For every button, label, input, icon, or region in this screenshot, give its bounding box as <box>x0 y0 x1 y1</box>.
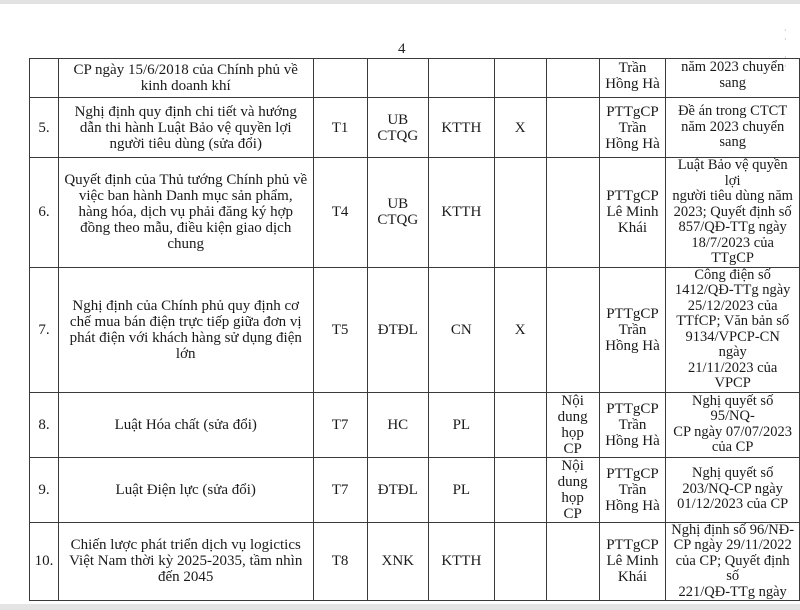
basis-cell: Nghị định số 96/NĐ- CP ngày 29/11/2022 của CP; Quyết định số 221/QĐ-TTg ngày <box>666 522 800 601</box>
flag-cell: X <box>494 267 546 392</box>
basis-cell: Đề án trong CTCT năm 2023 chuyển sang <box>666 98 800 158</box>
document-page <box>0 4 800 604</box>
leader-cell: Trần Hồng Hà <box>599 59 666 98</box>
item-title: CP ngày 15/6/2018 của Chính phủ về kinh doanh khí <box>58 59 313 98</box>
table-row-7 <box>30 267 800 392</box>
basis-cell: Nghị quyết số 203/NQ-CP ngày 01/12/2023 của CP <box>666 457 800 522</box>
field-cell <box>428 59 494 98</box>
row-number <box>30 59 59 98</box>
time-cell <box>313 59 367 98</box>
field-cell: PL <box>428 457 494 522</box>
flag-cell: X <box>494 98 546 158</box>
meeting-cell <box>546 59 599 98</box>
leader-cell: PTTgCP Lê Minh Khái <box>599 522 666 601</box>
meeting-cell: Nội dung họp CP <box>546 392 599 457</box>
basis-cell: Nghị quyết số 95/NQ- CP ngày 07/07/2023 của CP <box>666 392 800 457</box>
lead-agency-cell: HC <box>367 392 428 457</box>
meeting-cell <box>546 522 599 601</box>
page-number: 4 <box>398 41 406 57</box>
flag-cell <box>494 522 546 601</box>
flag-cell <box>494 59 546 98</box>
meeting-cell <box>546 98 599 158</box>
row-number: 10. <box>30 522 59 601</box>
time-cell: T7 <box>313 457 367 522</box>
field-cell: KTTH <box>428 522 494 601</box>
lead-agency-cell: ĐTĐL <box>367 267 428 392</box>
leader-cell: PTTgCP Trần Hồng Hà <box>599 457 666 522</box>
leader-cell: PTTgCP Trần Hồng Hà <box>599 267 666 392</box>
table-row-9 <box>30 457 800 522</box>
meeting-cell <box>546 158 599 268</box>
lead-agency-cell: ĐTĐL <box>367 457 428 522</box>
flag-cell <box>494 158 546 268</box>
lead-agency-cell <box>367 59 428 98</box>
time-cell: T5 <box>313 267 367 392</box>
item-title: Nghị định quy định chi tiết và hướng dẫn thi hành Luật Bảo vệ quyền lợi người tiêu dùng (sửa đổi) <box>58 98 313 158</box>
table-row-6 <box>30 158 800 268</box>
basis-cell: Công điện số 1412/QĐ-TTg ngày 25/12/2023 của TTfCP; Văn bản số 9134/VPCP-CN ngày 21/11/2023 của VPCP <box>666 267 800 392</box>
flag-cell <box>494 392 546 457</box>
flag-cell <box>494 457 546 522</box>
lead-agency-cell: XNK <box>367 522 428 601</box>
margin-marks: · · · · <box>784 26 787 71</box>
table-row-10 <box>30 522 800 601</box>
lead-agency-cell: UB CTQG <box>367 158 428 268</box>
lead-agency-cell: UB CTQG <box>367 98 428 158</box>
leader-cell: PTTgCP Trần Hồng Hà <box>599 98 666 158</box>
row-number: 7. <box>30 267 59 392</box>
time-cell: T7 <box>313 392 367 457</box>
item-title: Luật Hóa chất (sửa đổi) <box>58 392 313 457</box>
leader-cell: PTTgCP Trần Hồng Hà <box>599 392 666 457</box>
table-row-continuation <box>30 59 800 98</box>
basis-cell: năm 2023 chuyển sang <box>666 59 800 98</box>
basis-cell: Luật Bảo vệ quyền lợi người tiêu dùng năm 2023; Quyết định số 857/QĐ-TTg ngày 18/7/2023 của TTgCP <box>666 158 800 268</box>
plan-table <box>29 58 800 601</box>
meeting-cell <box>546 267 599 392</box>
field-cell: KTTH <box>428 158 494 268</box>
time-cell: T1 <box>313 98 367 158</box>
field-cell: CN <box>428 267 494 392</box>
meeting-cell: Nội dung họp CP <box>546 457 599 522</box>
row-number: 6. <box>30 158 59 268</box>
row-number: 8. <box>30 392 59 457</box>
item-title: Chiến lược phát triển dịch vụ logictics Việt Nam thời kỳ 2025-2035, tầm nhìn đến 2045 <box>58 522 313 601</box>
item-title: Quyết định của Thủ tướng Chính phủ về việc ban hành Danh mục sản phẩm, hàng hóa, dịch vụ phải đăng ký hợp đồng theo mẫu, điều kiện giao dịch chung <box>58 158 313 268</box>
field-cell: PL <box>428 392 494 457</box>
table-row-8 <box>30 392 800 457</box>
item-title: Nghị định của Chính phủ quy định cơ chế mua bán điện trực tiếp giữa đơn vị phát điện với khách hàng sử dụng điện lớn <box>58 267 313 392</box>
time-cell: T4 <box>313 158 367 268</box>
row-number: 5. <box>30 98 59 158</box>
viewer-bottom-bar <box>0 604 800 610</box>
row-number: 9. <box>30 457 59 522</box>
leader-cell: PTTgCP Lê Minh Khái <box>599 158 666 268</box>
item-title: Luật Điện lực (sửa đổi) <box>58 457 313 522</box>
time-cell: T8 <box>313 522 367 601</box>
table-row-5 <box>30 98 800 158</box>
field-cell: KTTH <box>428 98 494 158</box>
